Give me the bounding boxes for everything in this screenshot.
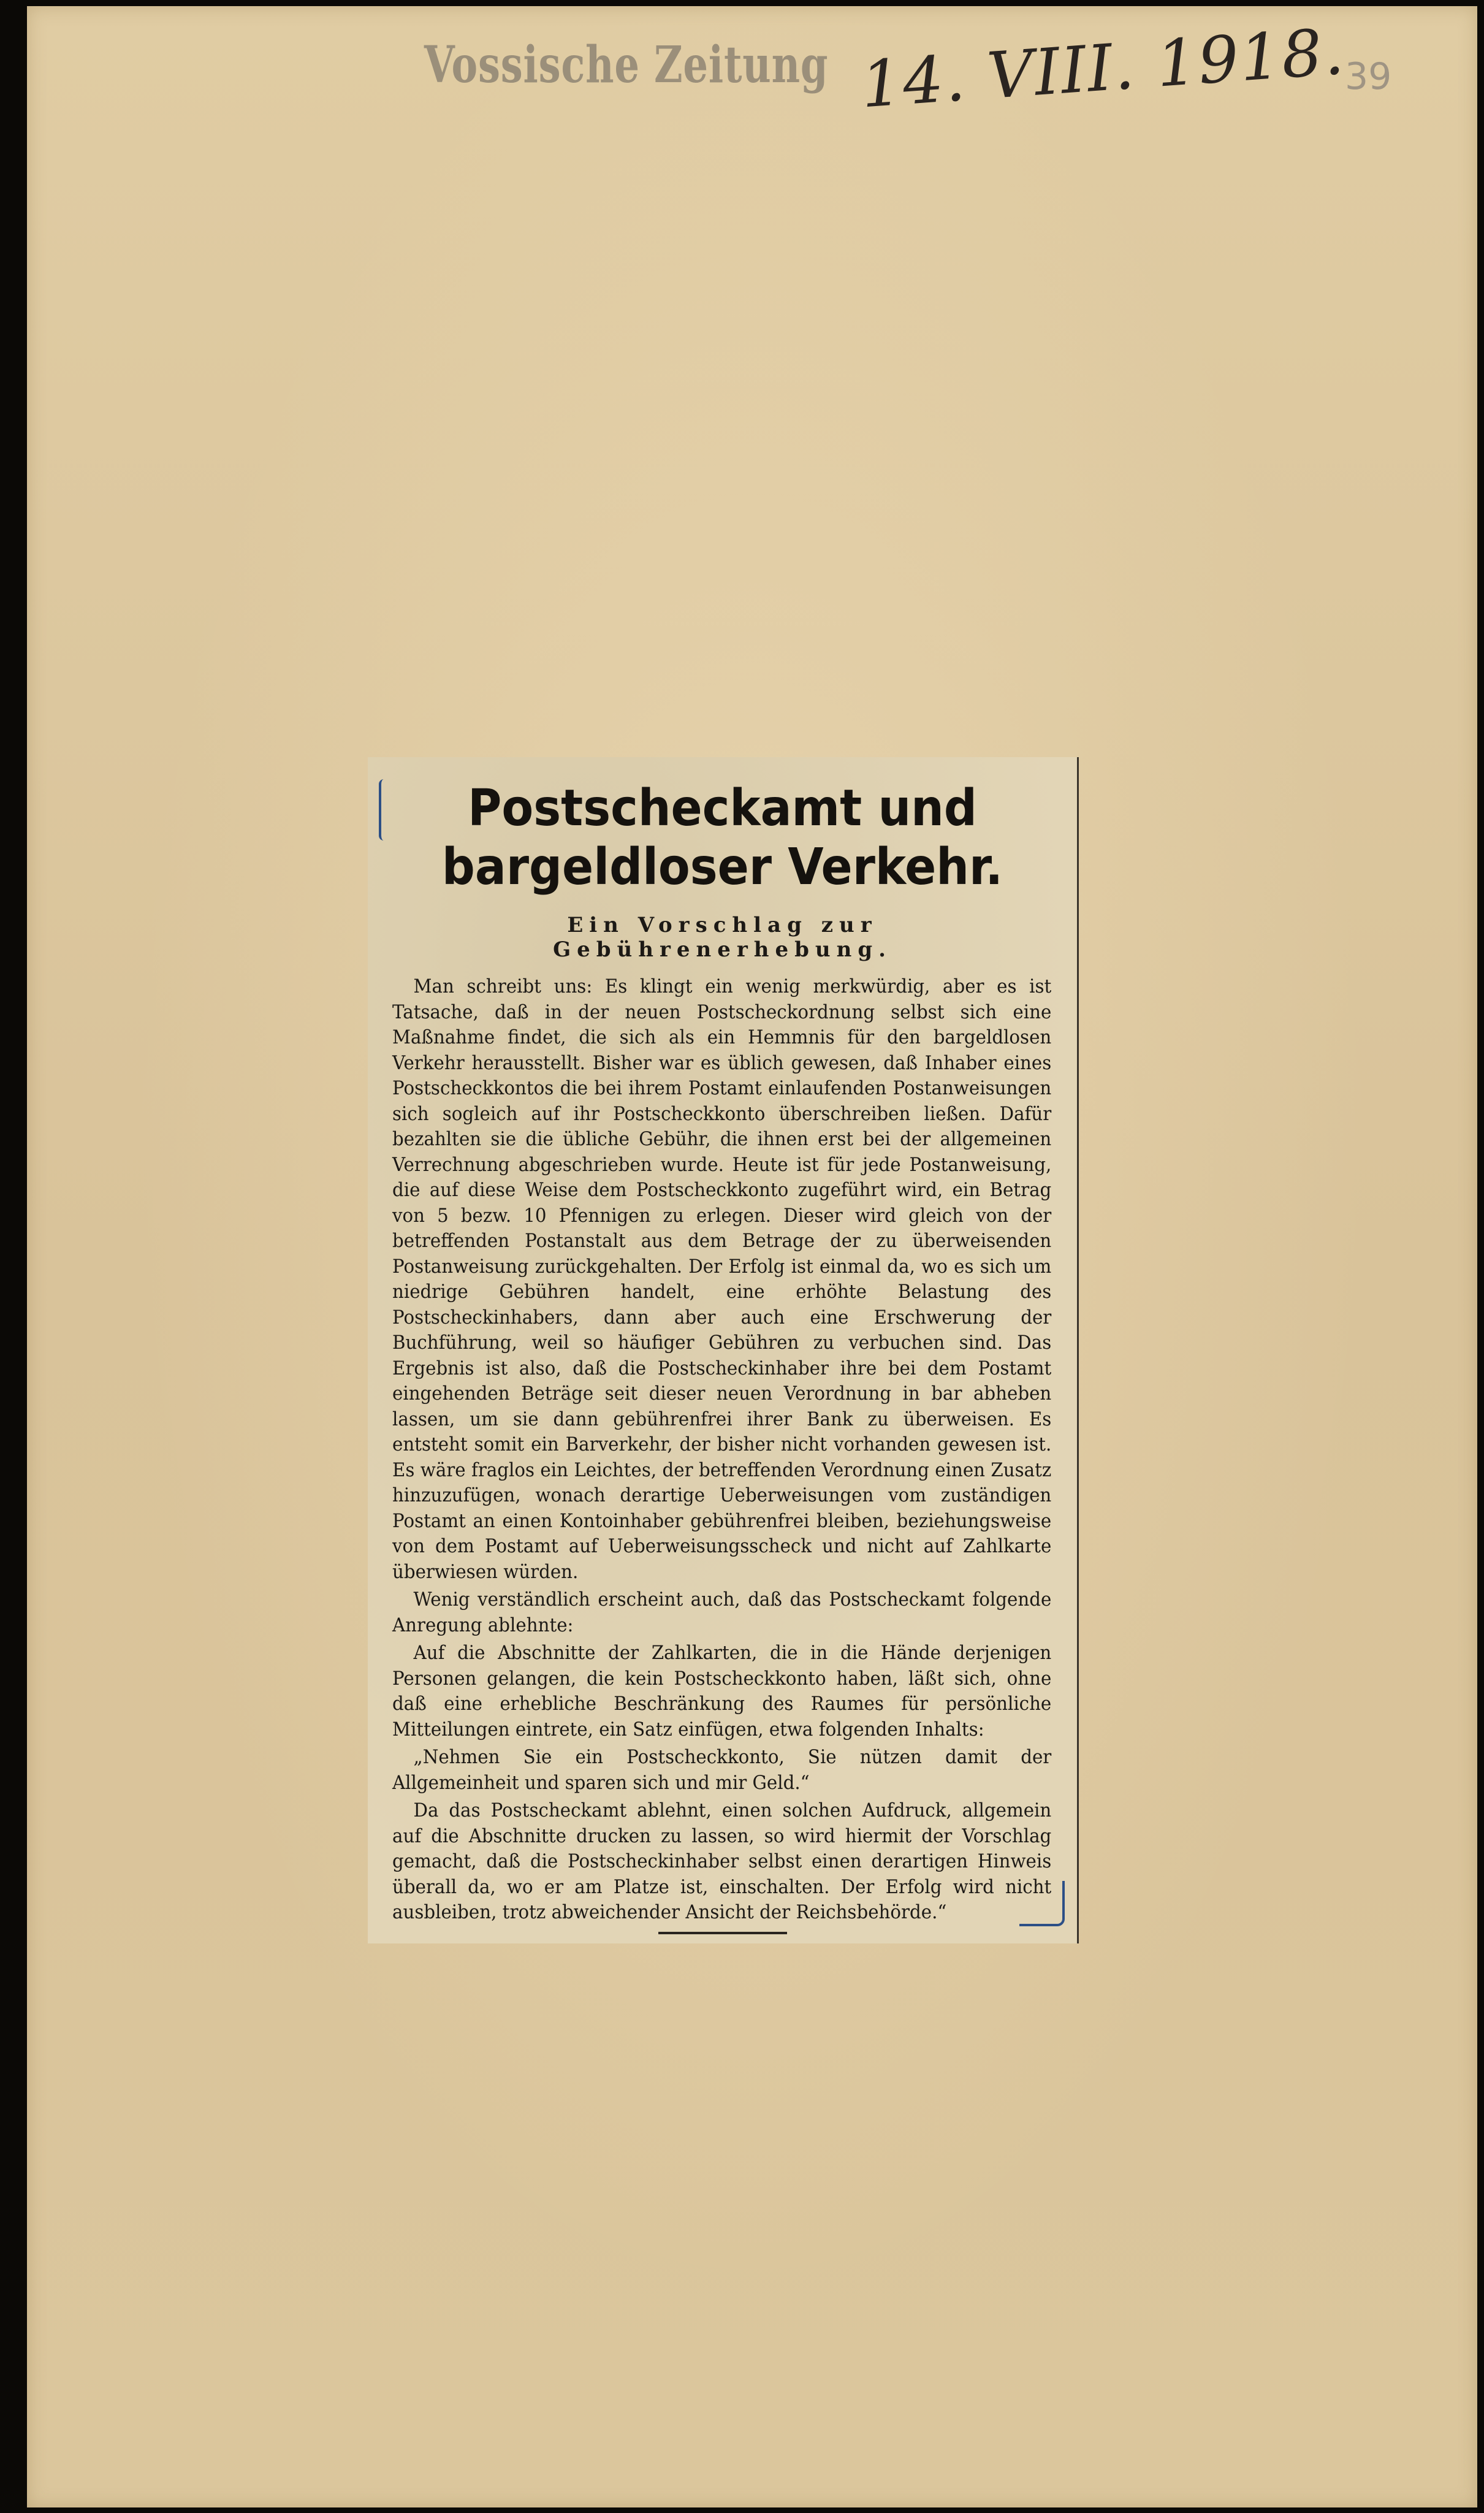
article-paragraph: Man schreibt uns: Es klingt ein wenig merkwürdig, aber es ist Tatsache, daß in der neuen Postscheckordnung selbst sich eine Maßnahme findet, die sich als ein Hemmnis für den bargeldlosen Verkehr herausstellt. Bisher war es üblich gewesen, daß Inhaber eines Postscheckkontos die bei ihrem Postamt einlaufenden Postanweisungen sich sogleich auf ihr Postscheckkonto überschreiben ließen. Dafür bezahlten sie die übliche Gebühr, die ihnen erst bei der allgemeinen Verrechnung abgeschrieben wurde. Heute ist für jede Postanweisung, die auf diese Weise dem Postscheckkonto zugeführt wird, ein Betrag von 5 bezw. 10 Pfennigen zu erlegen. Dieser wird gleich von der betreffenden Postanstalt aus dem Betrage der zu überweisenden Postanweisung zurückgehalten. Der Erfolg ist einmal da, wo es sich um niedrige Gebühren handelt, eine erhöhte Belastung des Postscheckinhabers, dann aber auch eine Erschwerung der Buchführung, weil so häufiger Gebühren zu verbuchen sind. Das Ergebnis ist also, daß die Postscheckinhaber ihre bei dem Postamt eingehenden Beträge seit dieser neuen Verordnung in bar abheben lassen, um sie dann gebührenfrei ihrer Bank zu überweisen. Es entsteht somit ein Barverkehr, der bisher nicht vorhanden gewesen ist. Es wäre fraglos ein Leichtes, der betreffenden Verordnung einen Zusatz hinzuzufügen, wonach derartige Ueberweisungen vom zuständigen Postamt an einen Kontoinhaber gebührenfrei bleiben, beziehungsweise von dem Postamt auf Ueberweisungsscheck und nicht auf Zahlkarte überwiesen würden. bbox=[392, 976, 1052, 1583]
end-rule bbox=[658, 1932, 787, 1934]
blue-pencil-bracket-right bbox=[1019, 1881, 1065, 1926]
article-paragraph: „Nehmen Sie ein Postscheckkonto, Sie nützen damit der Allgemeinheit und sparen sich und mir Geld.“ bbox=[392, 1747, 1052, 1794]
newspaper-stamp: Vossische Zeitung bbox=[424, 36, 829, 94]
article-paragraph: Auf die Abschnitte der Zahlkarten, die in die Hände derjenigen Personen gelangen, die kein Postscheckkonto haben, läßt sich, ohne daß eine erhebliche Beschränkung des Raumes für persönliche Mitteilungen eintrete, ein Satz einfügen, etwa folgenden Inhalts: bbox=[392, 1642, 1052, 1741]
page-number: 39 bbox=[1345, 55, 1392, 98]
blue-pencil-bracket-left bbox=[379, 779, 387, 841]
article-headline: Postscheckamt und bargeldloser Verkehr. bbox=[441, 779, 1003, 896]
handwritten-date: 14. VIII. 1918. bbox=[858, 13, 1347, 123]
article-subhead: Ein Vorschlag zur Gebührenerhebung. bbox=[553, 913, 892, 962]
article-paragraph: Wenig verständlich erscheint auch, daß das Postscheckamt folgende Anregung ablehnte: bbox=[392, 1589, 1052, 1636]
newspaper-clipping bbox=[368, 757, 1079, 1943]
article-paragraph: Da das Postscheckamt ablehnt, einen solchen Aufdruck, allgemein auf die Abschnitte drucken zu lassen, so wird hiermit der Vorschlag gemacht, daß die Postscheckinhaber selbst einen derartigen Hinweis überall da, wo er am Platze ist, einschalten. Der Erfolg wird nicht ausbleiben, trotz abweichender Ansicht der Reichsbehörde.“ bbox=[392, 1800, 1052, 1923]
